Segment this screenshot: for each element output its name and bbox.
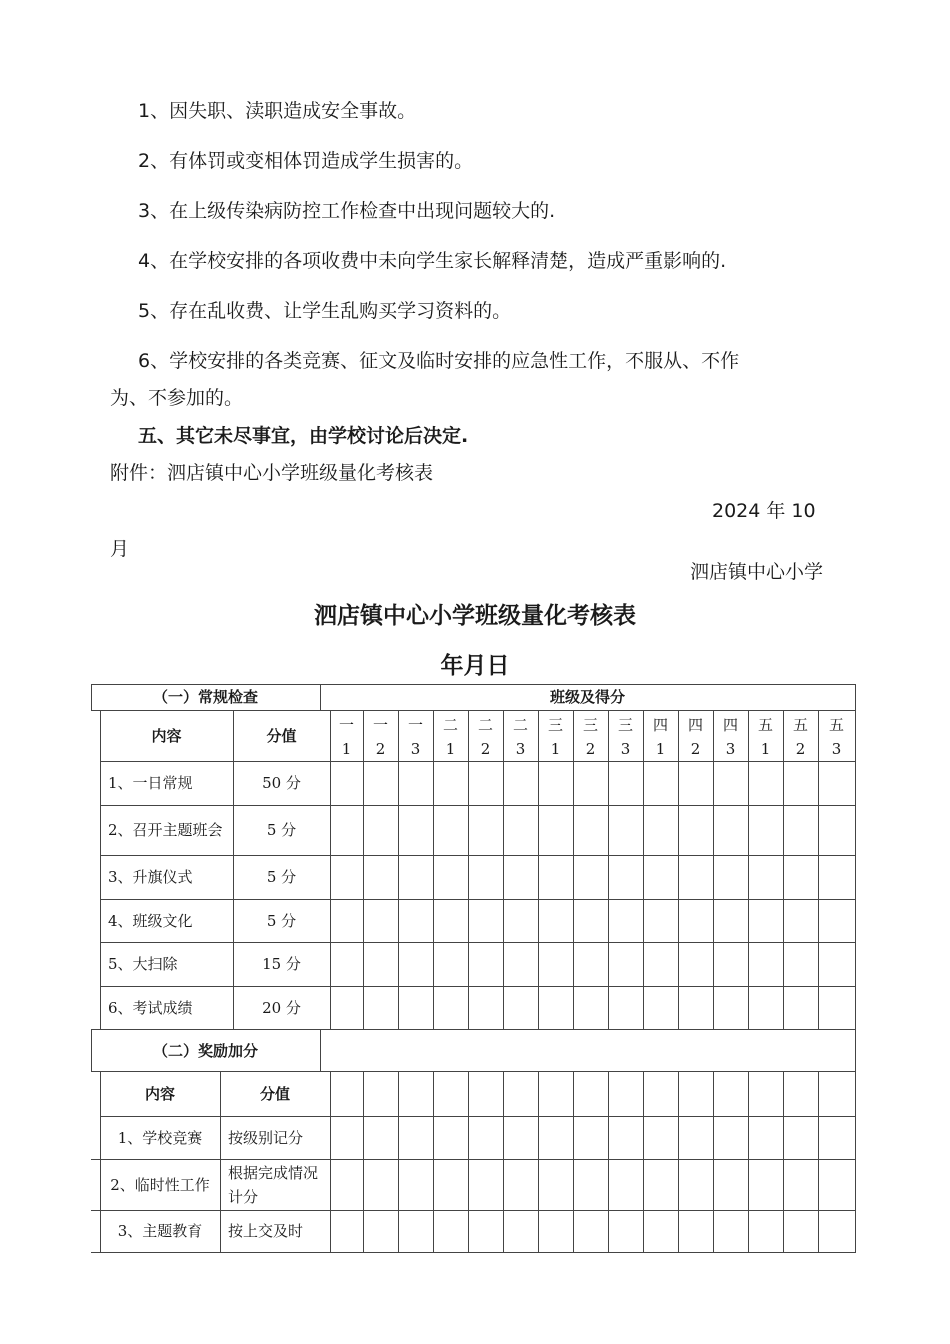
table-rule (713, 1072, 714, 1252)
table-rule (468, 1072, 469, 1252)
row-score: 5 分 (266, 911, 297, 930)
table-rule (398, 1072, 399, 1252)
table-rule (363, 1072, 364, 1252)
table-rule (783, 1072, 784, 1252)
table-rule (678, 710, 679, 1029)
table-rule (363, 710, 364, 1029)
class-header-9 (608, 711, 643, 761)
table-rule (818, 1072, 819, 1252)
paragraph-6-line1: 6、学校安排的各类竞赛、征文及临时安排的应急性工作，不服从、不作 (138, 350, 740, 372)
class-grade: 五 (757, 716, 773, 734)
table-date: 年月日 (440, 653, 510, 679)
class-header-14 (783, 711, 818, 761)
table-rule (783, 710, 784, 1029)
row-score: 5 分 (266, 868, 297, 886)
date-line1: 2024 年 10 (712, 500, 816, 522)
table-rule (91, 1252, 856, 1253)
class-header-12 (713, 711, 748, 761)
class-grade: 二 (512, 716, 528, 734)
class-number: 1 (760, 740, 771, 758)
class-header-2 (363, 711, 398, 761)
table-rule (330, 1072, 331, 1252)
class-grade: 一 (338, 716, 354, 734)
date-line2: 月 (110, 538, 130, 560)
table-rule (538, 710, 539, 1029)
class-grade: 四 (687, 716, 703, 734)
table-rule (855, 684, 856, 710)
table-rule (748, 710, 749, 1029)
table-rule (573, 710, 574, 1029)
class-header-15 (818, 711, 855, 761)
class-grade: 三 (582, 716, 598, 734)
class-number: 3 (515, 740, 526, 758)
class-number: 2 (795, 740, 806, 758)
table-rule (573, 1072, 574, 1252)
paragraph-3: 3、在上级传染病防控工作检查中出现问题较大的. (138, 200, 556, 222)
table-rule (100, 710, 101, 1029)
paragraph-4: 4、在学校安排的各项收费中未向学生家长解释清楚，造成严重影响的. (138, 250, 727, 272)
attachment-line: 附件：泗店镇中心小学班级量化考核表 (110, 462, 434, 484)
row-content: 2、临时性工作 (110, 1175, 210, 1194)
row-content: 5、大扫除 (108, 955, 178, 973)
section2-header: （二）奖励加分 (152, 1041, 258, 1060)
class-header-7 (538, 711, 573, 761)
row-score: 根据完成情况计分 (228, 1163, 319, 1206)
table-rule (503, 710, 504, 1029)
class-grade: 四 (652, 716, 668, 734)
table-rule (713, 710, 714, 1029)
table-rule (855, 1072, 856, 1252)
paragraph-5: 5、存在乱收费、让学生乱购买学习资料的。 (138, 300, 512, 322)
class-grade: 一 (372, 716, 388, 734)
table-rule (433, 710, 434, 1029)
row-score: 按上交及时 (228, 1222, 304, 1240)
class-grade: 一 (407, 716, 423, 734)
score-header-2: 分值 (259, 1085, 290, 1103)
class-header-4 (433, 711, 468, 761)
class-grade: 三 (547, 716, 563, 734)
table-rule (643, 1072, 644, 1252)
class-grade: 五 (792, 716, 808, 734)
class-header-6 (503, 711, 538, 761)
paragraph-2: 2、有体罚或变相体罚造成学生损害的。 (138, 150, 474, 172)
class-header-3 (398, 711, 433, 761)
class-number: 3 (410, 740, 421, 758)
row-content: 4、班级文化 (108, 911, 193, 930)
row-score: 5 分 (266, 821, 297, 839)
content-header: 内容 (151, 727, 182, 745)
class-grade: 二 (442, 716, 458, 734)
class-header-13 (748, 711, 783, 761)
row-content: 1、学校竞赛 (117, 1128, 203, 1147)
class-number: 3 (725, 740, 736, 758)
paragraph-1: 1、因失职、渎职造成安全事故。 (138, 100, 417, 122)
class-number: 2 (375, 740, 386, 758)
classes-header: 班级及得分 (549, 688, 625, 706)
table-rule (818, 710, 819, 1029)
class-header-10 (643, 711, 678, 761)
content-header-2: 内容 (144, 1085, 175, 1103)
class-header-8 (573, 711, 608, 761)
table-rule (855, 1029, 856, 1072)
row-content: 1、一日常规 (108, 774, 193, 792)
table-title: 泗店镇中心小学班级量化考核表 (314, 603, 636, 629)
class-number: 2 (480, 740, 491, 758)
class-grade: 四 (722, 716, 738, 734)
table-rule (608, 1072, 609, 1252)
class-number: 3 (620, 740, 631, 758)
table-rule (678, 1072, 679, 1252)
class-grade: 三 (617, 716, 633, 734)
row-content: 3、升旗仪式 (108, 868, 193, 886)
table-rule (538, 1072, 539, 1252)
table-rule (433, 1072, 434, 1252)
class-number: 2 (690, 740, 701, 758)
table-rule (855, 710, 856, 1029)
table-rule (643, 710, 644, 1029)
table-rule (398, 710, 399, 1029)
class-number: 3 (831, 740, 842, 758)
table-rule (320, 1029, 321, 1072)
score-header: 分值 (266, 727, 297, 745)
class-number: 1 (445, 740, 456, 758)
table-rule (220, 1072, 221, 1252)
class-grade: 五 (828, 716, 844, 734)
table-rule (608, 710, 609, 1029)
class-header-1 (330, 711, 363, 761)
table-rule (468, 710, 469, 1029)
class-grade: 二 (477, 716, 493, 734)
table-rule (233, 710, 234, 1029)
class-number: 1 (550, 740, 561, 758)
row-score: 15 分 (262, 955, 301, 973)
table-rule (503, 1072, 504, 1252)
row-score: 20 分 (262, 998, 301, 1017)
table-rule (748, 1072, 749, 1252)
section1-header: （一）常规检查 (152, 688, 258, 706)
signature: 泗店镇中心小学 (690, 561, 824, 583)
row-content: 6、考试成绩 (108, 998, 193, 1017)
section-5-heading: 五、其它未尽事宜，由学校讨论后决定. (138, 425, 469, 447)
class-number: 2 (585, 740, 596, 758)
row-score: 50 分 (262, 774, 301, 792)
row-content: 3、主题教育 (117, 1222, 203, 1240)
table-rule (100, 1072, 101, 1252)
paragraph-6-line2: 为、不参加的。 (110, 387, 244, 409)
class-number: 1 (341, 740, 352, 758)
row-score: 按级别记分 (228, 1128, 304, 1147)
row-content: 2、召开主题班会 (108, 821, 223, 839)
class-header-11 (678, 711, 713, 761)
class-header-5 (468, 711, 503, 761)
class-number: 1 (655, 740, 666, 758)
table-rule (330, 710, 331, 1029)
